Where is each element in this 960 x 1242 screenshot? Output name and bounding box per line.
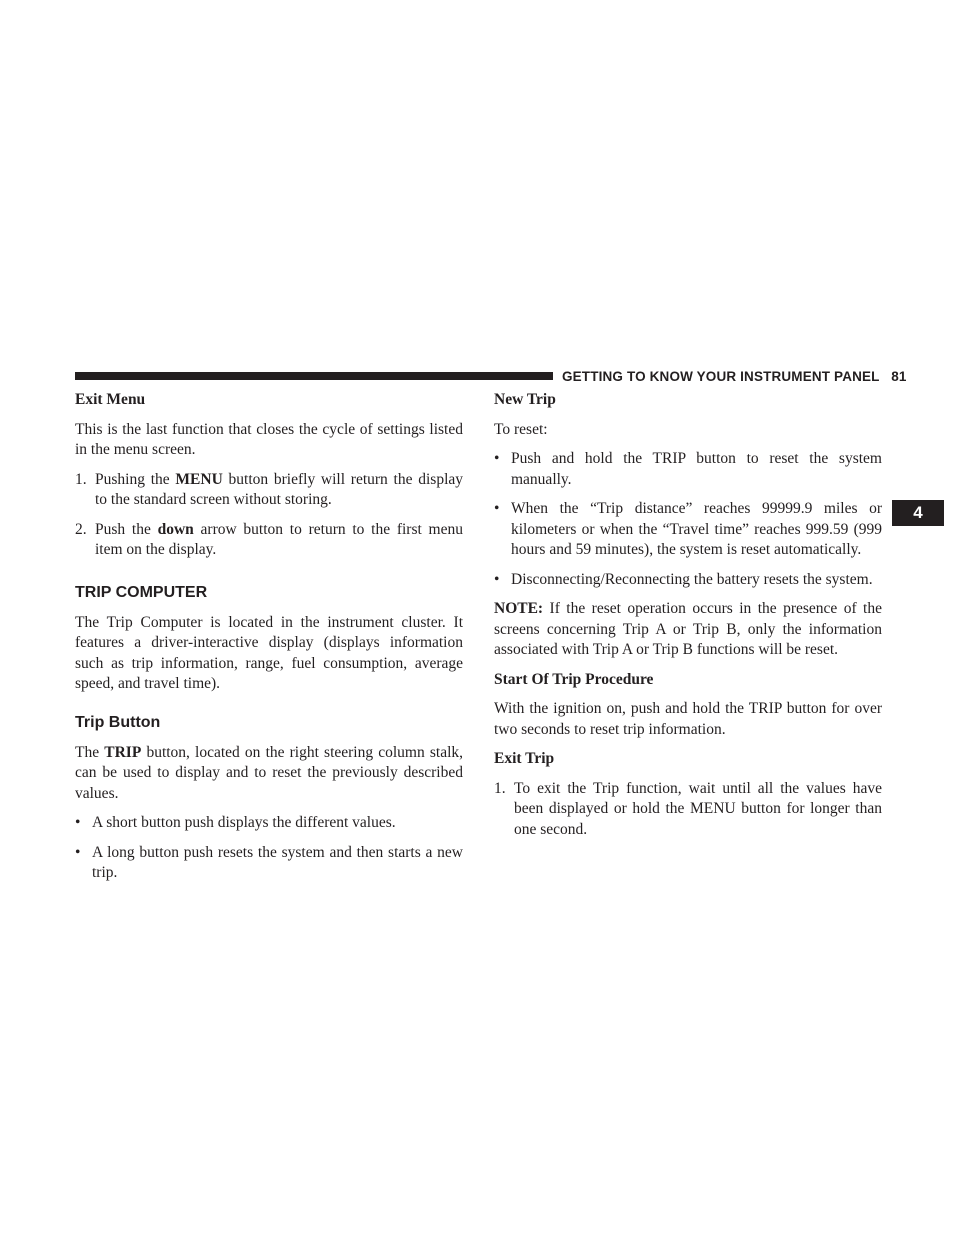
trip-button-body: The TRIP button, located on the right steering column stalk, can be used to display and to reset the previously described values.	[75, 743, 464, 802]
new-trip-bullet-1: • Push and hold the TRIP button to reset the system manually.	[494, 450, 882, 488]
bullet-icon: •	[75, 814, 81, 831]
note-paragraph	[494, 599, 882, 661]
start-trip-body: With the ignition on, push and hold the TRIP button for over two seconds to reset trip information.	[494, 700, 882, 738]
new-trip-bullet-3: • Disconnecting/Reconnecting the battery resets the system.	[494, 570, 882, 591]
new-trip-intro: To reset:	[494, 420, 548, 438]
trip-computer-body: The Trip Computer is located in the instrument cluster. It features a driver-interactive display (displays information such as trip information, range, fuel consumption, average speed, and travel time).	[75, 613, 463, 692]
bullet-icon: •	[494, 500, 500, 517]
header-title: GETTING TO KNOW YOUR INSTRUMENT PANEL	[562, 369, 880, 384]
note-label: NOTE:	[494, 600, 544, 617]
exit-trip-step-1: 1. To exit the Trip function, wait until all the values have been displayed or hold the MENU button for longer than one second.	[494, 779, 882, 838]
bullet-icon: •	[75, 843, 81, 861]
new-trip-bullet-2: • When the “Trip distance” reaches 99999.9 miles or kilometers or when the “Travel time” reaches 999.59 (999 hours and 59 minutes), the system is reset automatically.	[494, 500, 882, 558]
trip-button-bullet-1: • A short button push displays the different values.	[75, 813, 463, 834]
down-keyword: down	[157, 520, 194, 538]
page-number: 81	[891, 369, 907, 384]
trip-button-bullet-2: • A long button push resets the system and then starts a new trip.	[75, 843, 463, 881]
exit-menu-step-1: 1. Pushing the MENU button briefly will return the display to the standard screen without storing.	[75, 470, 464, 508]
bullet-icon: •	[494, 570, 500, 588]
left-column	[75, 390, 463, 884]
step-number: 1.	[494, 779, 506, 797]
bullet-icon: •	[494, 450, 500, 467]
note-text: If the reset operation occurs in the presence of the screens concerning Trip A or Trip B, only the information associated with Trip A or Trip B functions will be reset.	[494, 600, 882, 658]
chapter-tab: 4	[892, 500, 944, 526]
exit-trip-heading: Exit Trip	[494, 750, 555, 767]
trip-keyword: TRIP	[104, 743, 142, 761]
menu-keyword: MENU	[175, 470, 223, 488]
trip-computer-heading: TRIP COMPUTER	[75, 583, 208, 601]
exit-menu-step-2: 2. Push the down arrow button to return to the first menu item on the display.	[75, 520, 463, 558]
new-trip-heading: New Trip	[494, 391, 556, 408]
start-trip-heading: Start Of Trip Procedure	[494, 670, 654, 688]
step-number: 2.	[75, 520, 87, 538]
step-number: 1.	[75, 470, 87, 488]
trip-button-heading: Trip Button	[75, 713, 161, 731]
running-header	[562, 370, 907, 384]
exit-menu-intro: This is the last function that closes the cycle of settings listed in the menu screen.	[75, 420, 463, 458]
exit-menu-heading: Exit Menu	[75, 391, 146, 408]
header-rule	[75, 372, 553, 380]
right-column	[494, 390, 882, 840]
